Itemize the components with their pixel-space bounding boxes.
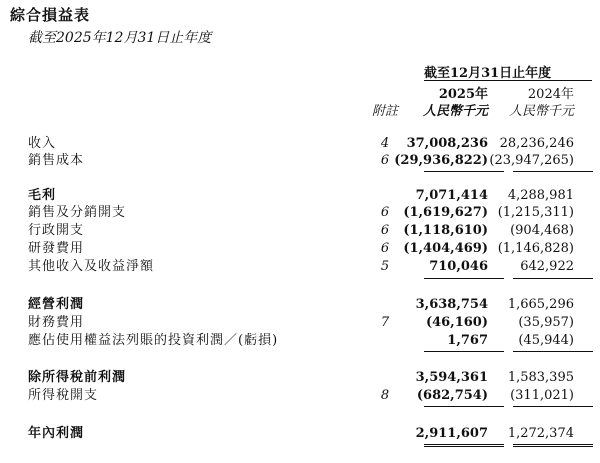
row-value-2024: (23,947,265) <box>489 153 574 168</box>
row-value-2025: (682,754) <box>416 388 488 403</box>
row-label: 銷售及分銷開支 <box>28 205 127 220</box>
row-note: 6 <box>380 241 390 256</box>
row-value-2025: 2,911,607 <box>415 426 488 441</box>
row-note: 8 <box>380 388 390 403</box>
row-label: 除所得稅前利潤 <box>28 370 127 385</box>
subtotal-rule-2024 <box>513 406 593 407</box>
row-revenue <box>0 135 600 153</box>
subtotal-rule-2025 <box>424 406 504 407</box>
row-value-2024: (311,021) <box>510 388 574 403</box>
row-note: 6 <box>380 205 390 220</box>
subtotal-rule-2024 <box>513 278 593 279</box>
row-label: 銷售成本 <box>28 153 85 168</box>
row-profit-before-tax <box>0 369 600 387</box>
row-finance-costs <box>0 314 600 332</box>
subtotal-rule-2025 <box>424 278 504 279</box>
period-header: 截至12月31日止年度 <box>424 66 552 81</box>
subtotal-rule-2024 <box>513 351 593 352</box>
row-note: 6 <box>380 153 390 168</box>
row-label: 應佔使用權益法列賬的投資利潤／(虧損) <box>28 333 279 348</box>
row-value-2024: 1,665,296 <box>507 297 574 312</box>
row-value-2025: (29,936,822) <box>394 153 488 168</box>
row-value-2025: (1,404,469) <box>403 241 488 256</box>
row-value-2025: (46,160) <box>425 315 488 330</box>
row-value-2025: 3,638,754 <box>415 297 488 312</box>
row-value-2024: 642,922 <box>520 259 574 274</box>
row-label: 年內利潤 <box>28 426 85 441</box>
row-note: 4 <box>380 136 390 151</box>
row-value-2024: 1,272,374 <box>507 426 574 441</box>
row-value-2025: 710,046 <box>429 259 488 274</box>
total-double-rule-2024 <box>513 444 593 447</box>
row-note: 7 <box>380 315 390 330</box>
row-rnd-expenses <box>0 240 600 258</box>
total-double-rule-2025 <box>424 444 504 447</box>
note-header: 附註 <box>372 104 399 119</box>
row-value-2024: 4,288,981 <box>507 188 574 203</box>
subtotal-rule-2025 <box>424 171 504 172</box>
row-note: 6 <box>380 223 390 238</box>
row-value-2024: (904,468) <box>510 223 574 238</box>
statement-title: 綜合損益表 <box>10 6 91 24</box>
year-2024-header: 2024年 <box>527 87 574 102</box>
row-selling-expenses <box>0 204 600 222</box>
row-value-2024: (35,957) <box>518 315 574 330</box>
row-note: 5 <box>380 259 390 274</box>
row-label: 行政開支 <box>28 223 85 238</box>
row-value-2024: (45,944) <box>518 333 574 348</box>
row-operating-profit <box>0 296 600 314</box>
row-value-2024: 28,236,246 <box>499 136 574 151</box>
year-2025-header: 2025年 <box>438 87 488 102</box>
unit-2025-header: 人民幣千元 <box>422 104 488 119</box>
row-value-2024: (1,146,828) <box>497 241 574 256</box>
row-profit-for-year <box>0 425 600 443</box>
row-value-2025: 7,071,414 <box>415 188 488 203</box>
row-value-2025: (1,118,610) <box>403 223 488 238</box>
unit-2024-header: 人民幣千元 <box>508 104 574 119</box>
subtotal-rule-2025 <box>424 351 504 352</box>
row-value-2025: 37,008,236 <box>406 136 488 151</box>
period-header-rule <box>424 80 592 81</box>
row-other-income <box>0 258 600 276</box>
statement-subtitle: 截至2025年12月31日止年度 <box>28 30 212 46</box>
row-value-2024: 1,583,395 <box>507 370 574 385</box>
row-value-2024: (1,215,311) <box>497 205 574 220</box>
row-cost-of-sales <box>0 152 600 170</box>
row-income-tax <box>0 387 600 405</box>
row-label: 其他收入及收益淨額 <box>28 259 155 274</box>
row-gross-profit <box>0 187 600 205</box>
row-label: 收入 <box>28 136 57 151</box>
row-value-2025: 1,767 <box>447 333 488 348</box>
subtotal-rule-2024 <box>513 171 593 172</box>
row-label: 研發費用 <box>28 241 85 256</box>
row-value-2025: 3,594,361 <box>415 370 488 385</box>
row-admin-expenses <box>0 222 600 240</box>
row-label: 財務費用 <box>28 315 85 330</box>
row-label: 毛利 <box>28 188 57 203</box>
row-label: 經營利潤 <box>28 297 85 312</box>
row-equity-method-share <box>0 332 600 350</box>
row-value-2025: (1,619,627) <box>403 205 488 220</box>
row-label: 所得稅開支 <box>28 388 99 403</box>
